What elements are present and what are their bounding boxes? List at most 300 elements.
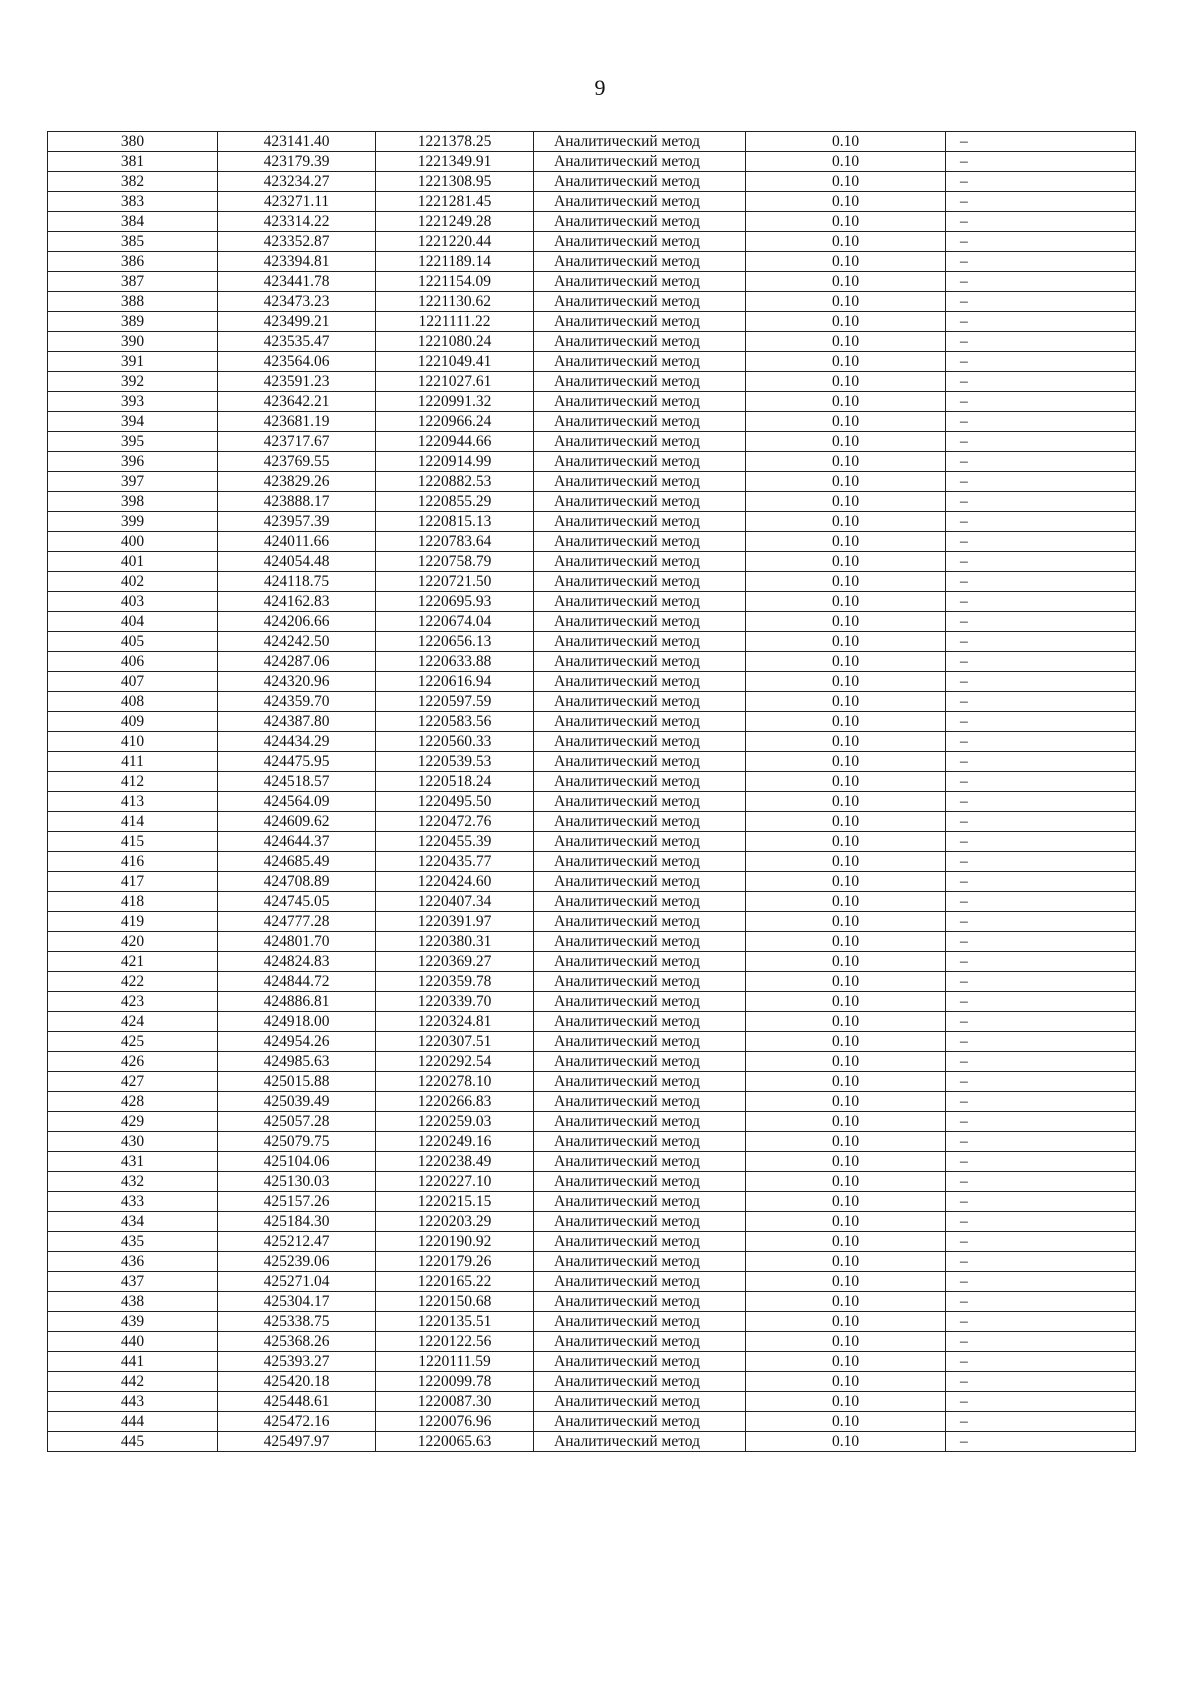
accuracy-cell: 0.10 — [746, 1212, 946, 1232]
x-coordinate-cell: 425420.18 — [218, 1372, 376, 1392]
method-cell: Аналитический метод — [534, 852, 746, 872]
note-cell: – — [946, 1252, 1136, 1272]
table-row — [48, 452, 1136, 472]
point-number-cell: 443 — [48, 1392, 218, 1412]
point-number-cell: 431 — [48, 1152, 218, 1172]
method-cell: Аналитический метод — [534, 452, 746, 472]
table-row — [48, 532, 1136, 552]
y-coordinate-cell: 1220369.27 — [376, 952, 534, 972]
accuracy-cell: 0.10 — [746, 512, 946, 532]
point-number-cell: 387 — [48, 272, 218, 292]
note-cell: – — [946, 852, 1136, 872]
note-cell: – — [946, 1292, 1136, 1312]
y-coordinate-cell: 1221080.24 — [376, 332, 534, 352]
note-cell: – — [946, 432, 1136, 452]
point-number-cell: 411 — [48, 752, 218, 772]
point-number-cell: 396 — [48, 452, 218, 472]
x-coordinate-cell: 425448.61 — [218, 1392, 376, 1412]
x-coordinate-cell: 425393.27 — [218, 1352, 376, 1372]
x-coordinate-cell: 423441.78 — [218, 272, 376, 292]
y-coordinate-cell: 1220065.63 — [376, 1432, 534, 1452]
x-coordinate-cell: 425338.75 — [218, 1312, 376, 1332]
y-coordinate-cell: 1221049.41 — [376, 352, 534, 372]
table-row — [48, 672, 1136, 692]
method-cell: Аналитический метод — [534, 1272, 746, 1292]
table-row — [48, 632, 1136, 652]
accuracy-cell: 0.10 — [746, 372, 946, 392]
y-coordinate-cell: 1220099.78 — [376, 1372, 534, 1392]
x-coordinate-cell: 423564.06 — [218, 352, 376, 372]
accuracy-cell: 0.10 — [746, 592, 946, 612]
x-coordinate-cell: 423829.26 — [218, 472, 376, 492]
point-number-cell: 423 — [48, 992, 218, 1012]
point-number-cell: 427 — [48, 1072, 218, 1092]
table-row — [48, 1172, 1136, 1192]
table-row — [48, 1152, 1136, 1172]
y-coordinate-cell: 1220944.66 — [376, 432, 534, 452]
point-number-cell: 400 — [48, 532, 218, 552]
y-coordinate-cell: 1221154.09 — [376, 272, 534, 292]
x-coordinate-cell: 424918.00 — [218, 1012, 376, 1032]
y-coordinate-cell: 1220695.93 — [376, 592, 534, 612]
y-coordinate-cell: 1220656.13 — [376, 632, 534, 652]
y-coordinate-cell: 1220359.78 — [376, 972, 534, 992]
note-cell: – — [946, 132, 1136, 152]
table-row — [48, 1272, 1136, 1292]
x-coordinate-cell: 425472.16 — [218, 1412, 376, 1432]
x-coordinate-cell: 424685.49 — [218, 852, 376, 872]
point-number-cell: 432 — [48, 1172, 218, 1192]
table-row — [48, 212, 1136, 232]
y-coordinate-cell: 1220165.22 — [376, 1272, 534, 1292]
method-cell: Аналитический метод — [534, 1312, 746, 1332]
method-cell: Аналитический метод — [534, 632, 746, 652]
y-coordinate-cell: 1220150.68 — [376, 1292, 534, 1312]
note-cell: – — [946, 1012, 1136, 1032]
accuracy-cell: 0.10 — [746, 392, 946, 412]
x-coordinate-cell: 424118.75 — [218, 572, 376, 592]
y-coordinate-cell: 1220435.77 — [376, 852, 534, 872]
accuracy-cell: 0.10 — [746, 952, 946, 972]
point-number-cell: 409 — [48, 712, 218, 732]
x-coordinate-cell: 425271.04 — [218, 1272, 376, 1292]
x-coordinate-cell: 423717.67 — [218, 432, 376, 452]
method-cell: Аналитический метод — [534, 192, 746, 212]
point-number-cell: 381 — [48, 152, 218, 172]
table-row — [48, 712, 1136, 732]
point-number-cell: 401 — [48, 552, 218, 572]
note-cell: – — [946, 172, 1136, 192]
x-coordinate-cell: 424801.70 — [218, 932, 376, 952]
note-cell: – — [946, 1272, 1136, 1292]
y-coordinate-cell: 1220721.50 — [376, 572, 534, 592]
table-row — [48, 1132, 1136, 1152]
point-number-cell: 380 — [48, 132, 218, 152]
accuracy-cell: 0.10 — [746, 1052, 946, 1072]
table-row — [48, 852, 1136, 872]
note-cell: – — [946, 1312, 1136, 1332]
point-number-cell: 390 — [48, 332, 218, 352]
table-row — [48, 572, 1136, 592]
x-coordinate-cell: 424011.66 — [218, 532, 376, 552]
x-coordinate-cell: 424475.95 — [218, 752, 376, 772]
x-coordinate-cell: 423591.23 — [218, 372, 376, 392]
table-row — [48, 1232, 1136, 1252]
y-coordinate-cell: 1220966.24 — [376, 412, 534, 432]
method-cell: Аналитический метод — [534, 352, 746, 372]
y-coordinate-cell: 1221111.22 — [376, 312, 534, 332]
method-cell: Аналитический метод — [534, 672, 746, 692]
note-cell: – — [946, 272, 1136, 292]
y-coordinate-cell: 1220583.56 — [376, 712, 534, 732]
note-cell: – — [946, 572, 1136, 592]
note-cell: – — [946, 992, 1136, 1012]
accuracy-cell: 0.10 — [746, 292, 946, 312]
table-row — [48, 1332, 1136, 1352]
point-number-cell: 382 — [48, 172, 218, 192]
x-coordinate-cell: 424162.83 — [218, 592, 376, 612]
method-cell: Аналитический метод — [534, 272, 746, 292]
method-cell: Аналитический метод — [534, 172, 746, 192]
note-cell: – — [946, 252, 1136, 272]
method-cell: Аналитический метод — [534, 732, 746, 752]
note-cell: – — [946, 152, 1136, 172]
y-coordinate-cell: 1220674.04 — [376, 612, 534, 632]
x-coordinate-cell: 425368.26 — [218, 1332, 376, 1352]
accuracy-cell: 0.10 — [746, 752, 946, 772]
note-cell: – — [946, 932, 1136, 952]
table-row — [48, 1432, 1136, 1452]
x-coordinate-cell: 424206.66 — [218, 612, 376, 632]
x-coordinate-cell: 425039.49 — [218, 1092, 376, 1112]
note-cell: – — [946, 952, 1136, 972]
accuracy-cell: 0.10 — [746, 432, 946, 452]
note-cell: – — [946, 1072, 1136, 1092]
x-coordinate-cell: 425184.30 — [218, 1212, 376, 1232]
point-number-cell: 399 — [48, 512, 218, 532]
y-coordinate-cell: 1220597.59 — [376, 692, 534, 712]
x-coordinate-cell: 423681.19 — [218, 412, 376, 432]
point-number-cell: 413 — [48, 792, 218, 812]
method-cell: Аналитический метод — [534, 392, 746, 412]
table-row — [48, 252, 1136, 272]
y-coordinate-cell: 1220815.13 — [376, 512, 534, 532]
x-coordinate-cell: 424844.72 — [218, 972, 376, 992]
method-cell: Аналитический метод — [534, 1252, 746, 1272]
accuracy-cell: 0.10 — [746, 1412, 946, 1432]
accuracy-cell: 0.10 — [746, 852, 946, 872]
note-cell: – — [946, 872, 1136, 892]
point-number-cell: 420 — [48, 932, 218, 952]
y-coordinate-cell: 1220991.32 — [376, 392, 534, 412]
note-cell: – — [946, 1152, 1136, 1172]
point-number-cell: 405 — [48, 632, 218, 652]
x-coordinate-cell: 423352.87 — [218, 232, 376, 252]
method-cell: Аналитический метод — [534, 692, 746, 712]
accuracy-cell: 0.10 — [746, 1312, 946, 1332]
y-coordinate-cell: 1220855.29 — [376, 492, 534, 512]
y-coordinate-cell: 1221249.28 — [376, 212, 534, 232]
table-row — [48, 472, 1136, 492]
point-number-cell: 407 — [48, 672, 218, 692]
point-number-cell: 444 — [48, 1412, 218, 1432]
point-number-cell: 438 — [48, 1292, 218, 1312]
method-cell: Аналитический метод — [534, 612, 746, 632]
x-coordinate-cell: 424609.62 — [218, 812, 376, 832]
table-row — [48, 172, 1136, 192]
table-row — [48, 932, 1136, 952]
note-cell: – — [946, 1332, 1136, 1352]
table-row — [48, 612, 1136, 632]
note-cell: – — [946, 472, 1136, 492]
table-row — [48, 772, 1136, 792]
x-coordinate-cell: 425130.03 — [218, 1172, 376, 1192]
note-cell: – — [946, 1172, 1136, 1192]
method-cell: Аналитический метод — [534, 1132, 746, 1152]
accuracy-cell: 0.10 — [746, 552, 946, 572]
table-row — [48, 1112, 1136, 1132]
method-cell: Аналитический метод — [534, 432, 746, 452]
table-row — [48, 692, 1136, 712]
point-number-cell: 393 — [48, 392, 218, 412]
method-cell: Аналитический метод — [534, 1052, 746, 1072]
note-cell: – — [946, 332, 1136, 352]
table-row — [48, 972, 1136, 992]
x-coordinate-cell: 423499.21 — [218, 312, 376, 332]
point-number-cell: 394 — [48, 412, 218, 432]
y-coordinate-cell: 1220339.70 — [376, 992, 534, 1012]
accuracy-cell: 0.10 — [746, 492, 946, 512]
method-cell: Аналитический метод — [534, 212, 746, 232]
note-cell: – — [946, 452, 1136, 472]
point-number-cell: 404 — [48, 612, 218, 632]
y-coordinate-cell: 1220076.96 — [376, 1412, 534, 1432]
y-coordinate-cell: 1221281.45 — [376, 192, 534, 212]
accuracy-cell: 0.10 — [746, 812, 946, 832]
accuracy-cell: 0.10 — [746, 792, 946, 812]
table-row — [48, 792, 1136, 812]
accuracy-cell: 0.10 — [746, 712, 946, 732]
method-cell: Аналитический метод — [534, 1032, 746, 1052]
method-cell: Аналитический метод — [534, 652, 746, 672]
y-coordinate-cell: 1220539.53 — [376, 752, 534, 772]
x-coordinate-cell: 424054.48 — [218, 552, 376, 572]
table-row — [48, 412, 1136, 432]
accuracy-cell: 0.10 — [746, 1112, 946, 1132]
note-cell: – — [946, 1192, 1136, 1212]
method-cell: Аналитический метод — [534, 952, 746, 972]
accuracy-cell: 0.10 — [746, 472, 946, 492]
x-coordinate-cell: 424564.09 — [218, 792, 376, 812]
accuracy-cell: 0.10 — [746, 1132, 946, 1152]
table-row — [48, 1032, 1136, 1052]
note-cell: – — [946, 632, 1136, 652]
method-cell: Аналитический метод — [534, 572, 746, 592]
table-row — [48, 372, 1136, 392]
x-coordinate-cell: 424287.06 — [218, 652, 376, 672]
x-coordinate-cell: 424777.28 — [218, 912, 376, 932]
accuracy-cell: 0.10 — [746, 1372, 946, 1392]
point-number-cell: 417 — [48, 872, 218, 892]
coordinates-table — [47, 131, 1136, 1452]
table-row — [48, 152, 1136, 172]
x-coordinate-cell: 423473.23 — [218, 292, 376, 312]
method-cell: Аналитический метод — [534, 1332, 746, 1352]
note-cell: – — [946, 792, 1136, 812]
note-cell: – — [946, 612, 1136, 632]
y-coordinate-cell: 1220783.64 — [376, 532, 534, 552]
y-coordinate-cell: 1220455.39 — [376, 832, 534, 852]
note-cell: – — [946, 1432, 1136, 1452]
table-row — [48, 592, 1136, 612]
y-coordinate-cell: 1221189.14 — [376, 252, 534, 272]
accuracy-cell: 0.10 — [746, 572, 946, 592]
point-number-cell: 384 — [48, 212, 218, 232]
accuracy-cell: 0.10 — [746, 252, 946, 272]
accuracy-cell: 0.10 — [746, 1392, 946, 1412]
accuracy-cell: 0.10 — [746, 532, 946, 552]
y-coordinate-cell: 1220122.56 — [376, 1332, 534, 1352]
note-cell: – — [946, 1112, 1136, 1132]
accuracy-cell: 0.10 — [746, 212, 946, 232]
y-coordinate-cell: 1220292.54 — [376, 1052, 534, 1072]
accuracy-cell: 0.10 — [746, 272, 946, 292]
table-row — [48, 1012, 1136, 1032]
y-coordinate-cell: 1220307.51 — [376, 1032, 534, 1052]
point-number-cell: 412 — [48, 772, 218, 792]
point-number-cell: 414 — [48, 812, 218, 832]
y-coordinate-cell: 1220278.10 — [376, 1072, 534, 1092]
table-row — [48, 1352, 1136, 1372]
note-cell: – — [946, 712, 1136, 732]
table-row — [48, 312, 1136, 332]
x-coordinate-cell: 423394.81 — [218, 252, 376, 272]
y-coordinate-cell: 1221027.61 — [376, 372, 534, 392]
point-number-cell: 445 — [48, 1432, 218, 1452]
x-coordinate-cell: 425079.75 — [218, 1132, 376, 1152]
note-cell: – — [946, 292, 1136, 312]
table-row — [48, 272, 1136, 292]
table-row — [48, 812, 1136, 832]
method-cell: Аналитический метод — [534, 372, 746, 392]
accuracy-cell: 0.10 — [746, 1232, 946, 1252]
table-row — [48, 952, 1136, 972]
method-cell: Аналитический метод — [534, 712, 746, 732]
y-coordinate-cell: 1220472.76 — [376, 812, 534, 832]
method-cell: Аналитический метод — [534, 252, 746, 272]
y-coordinate-cell: 1220380.31 — [376, 932, 534, 952]
point-number-cell: 386 — [48, 252, 218, 272]
point-number-cell: 433 — [48, 1192, 218, 1212]
y-coordinate-cell: 1220914.99 — [376, 452, 534, 472]
note-cell: – — [946, 692, 1136, 712]
table-row — [48, 492, 1136, 512]
accuracy-cell: 0.10 — [746, 1032, 946, 1052]
point-number-cell: 440 — [48, 1332, 218, 1352]
method-cell: Аналитический метод — [534, 312, 746, 332]
accuracy-cell: 0.10 — [746, 612, 946, 632]
accuracy-cell: 0.10 — [746, 672, 946, 692]
method-cell: Аналитический метод — [534, 1192, 746, 1212]
x-coordinate-cell: 424985.63 — [218, 1052, 376, 1072]
table-row — [48, 352, 1136, 372]
method-cell: Аналитический метод — [534, 872, 746, 892]
note-cell: – — [946, 1052, 1136, 1072]
accuracy-cell: 0.10 — [746, 1072, 946, 1092]
y-coordinate-cell: 1220087.30 — [376, 1392, 534, 1412]
note-cell: – — [946, 512, 1136, 532]
table-row — [48, 912, 1136, 932]
y-coordinate-cell: 1221130.62 — [376, 292, 534, 312]
method-cell: Аналитический метод — [534, 472, 746, 492]
point-number-cell: 425 — [48, 1032, 218, 1052]
y-coordinate-cell: 1221378.25 — [376, 132, 534, 152]
y-coordinate-cell: 1220391.97 — [376, 912, 534, 932]
point-number-cell: 383 — [48, 192, 218, 212]
note-cell: – — [946, 212, 1136, 232]
point-number-cell: 424 — [48, 1012, 218, 1032]
x-coordinate-cell: 423957.39 — [218, 512, 376, 532]
table-row — [48, 872, 1136, 892]
table-row — [48, 132, 1136, 152]
y-coordinate-cell: 1220215.15 — [376, 1192, 534, 1212]
table-body — [48, 132, 1136, 1452]
page-number: 9 — [594, 75, 606, 100]
accuracy-cell: 0.10 — [746, 652, 946, 672]
method-cell: Аналитический метод — [534, 972, 746, 992]
x-coordinate-cell: 424824.83 — [218, 952, 376, 972]
accuracy-cell: 0.10 — [746, 1012, 946, 1032]
accuracy-cell: 0.10 — [746, 452, 946, 472]
table-row — [48, 832, 1136, 852]
note-cell: – — [946, 1412, 1136, 1432]
table-row — [48, 292, 1136, 312]
x-coordinate-cell: 424242.50 — [218, 632, 376, 652]
y-coordinate-cell: 1220249.16 — [376, 1132, 534, 1152]
point-number-cell: 415 — [48, 832, 218, 852]
x-coordinate-cell: 424886.81 — [218, 992, 376, 1012]
table-row — [48, 192, 1136, 212]
note-cell: – — [946, 1032, 1136, 1052]
method-cell: Аналитический метод — [534, 1152, 746, 1172]
note-cell: – — [946, 232, 1136, 252]
x-coordinate-cell: 425304.17 — [218, 1292, 376, 1312]
accuracy-cell: 0.10 — [746, 832, 946, 852]
y-coordinate-cell: 1220203.29 — [376, 1212, 534, 1232]
point-number-cell: 421 — [48, 952, 218, 972]
x-coordinate-cell: 423234.27 — [218, 172, 376, 192]
accuracy-cell: 0.10 — [746, 1432, 946, 1452]
x-coordinate-cell: 423642.21 — [218, 392, 376, 412]
table-row — [48, 752, 1136, 772]
point-number-cell: 428 — [48, 1092, 218, 1112]
point-number-cell: 392 — [48, 372, 218, 392]
accuracy-cell: 0.10 — [746, 1352, 946, 1372]
x-coordinate-cell: 423769.55 — [218, 452, 376, 472]
point-number-cell: 430 — [48, 1132, 218, 1152]
y-coordinate-cell: 1220424.60 — [376, 872, 534, 892]
method-cell: Аналитический метод — [534, 1292, 746, 1312]
y-coordinate-cell: 1221308.95 — [376, 172, 534, 192]
accuracy-cell: 0.10 — [746, 1292, 946, 1312]
x-coordinate-cell: 425239.06 — [218, 1252, 376, 1272]
table-row — [48, 1212, 1136, 1232]
x-coordinate-cell: 425212.47 — [218, 1232, 376, 1252]
point-number-cell: 437 — [48, 1272, 218, 1292]
note-cell: – — [946, 1092, 1136, 1112]
note-cell: – — [946, 412, 1136, 432]
y-coordinate-cell: 1220758.79 — [376, 552, 534, 572]
